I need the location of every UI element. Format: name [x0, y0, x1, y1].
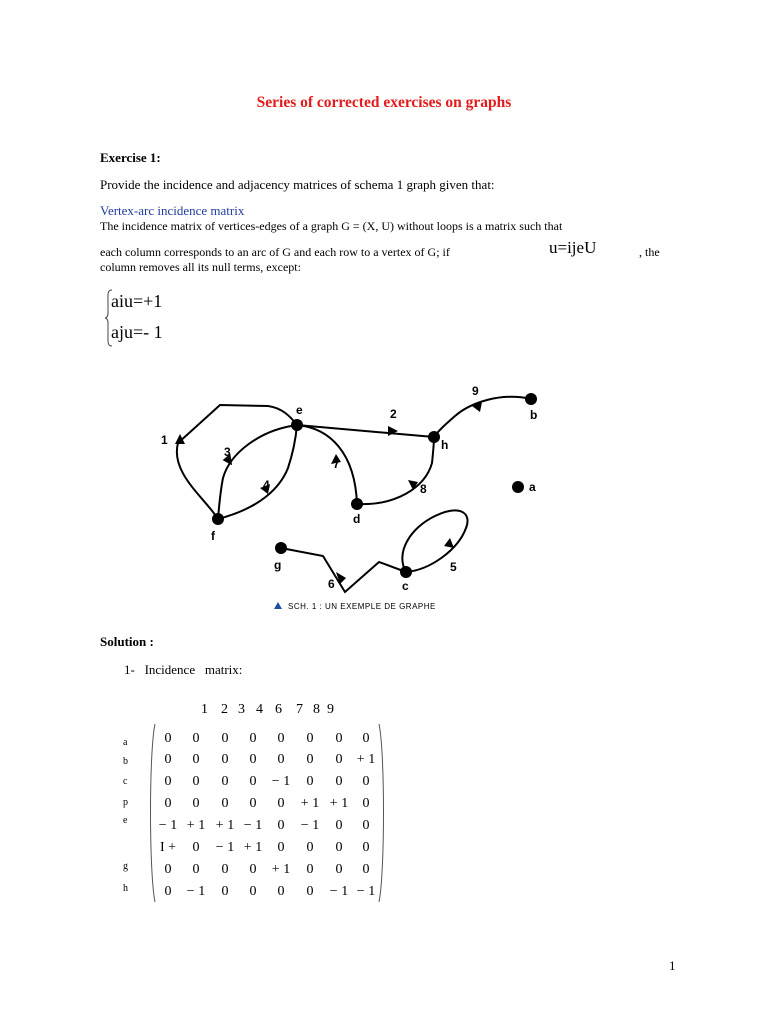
- exercise-prompt: Provide the incidence and adjacency matrices of schema 1 graph given that:: [100, 177, 495, 192]
- matrix-cell: 0: [221, 774, 229, 789]
- matrix-brackets: [146, 722, 388, 904]
- matrix-cell: + 1: [271, 862, 291, 877]
- matrix-cell: + 1: [215, 818, 235, 833]
- matrix-cell: + 1: [300, 796, 320, 811]
- label-edge-4: 4: [263, 478, 270, 492]
- matrix-cell: − 1: [186, 884, 206, 899]
- matrix-cell: 0: [335, 774, 343, 789]
- solution-item: 1- Incidence matrix:: [124, 662, 243, 677]
- edge-7: [297, 425, 357, 504]
- matrix-cell: 0: [249, 884, 257, 899]
- matrix-row-label: h: [123, 883, 128, 894]
- matrix-column-label: 3: [238, 702, 245, 717]
- matrix-cell: + 1: [186, 818, 206, 833]
- matrix-cell: 0: [277, 731, 285, 746]
- matrix-cell: 0: [306, 862, 314, 877]
- matrix-cell: − 1: [215, 840, 235, 855]
- matrix-cell: 0: [362, 796, 370, 811]
- matrix-cell: 0: [306, 752, 314, 767]
- matrix-cell: 0: [221, 884, 229, 899]
- matrix-cell: 0: [249, 752, 257, 767]
- label-c: c: [402, 579, 409, 593]
- edge-9: [434, 397, 531, 437]
- definition-line-1: The incidence matrix of vertices-edges of a graph G = (X, U) without loops is a matrix such that: [100, 219, 563, 233]
- matrix-row-label: b: [123, 756, 128, 767]
- matrix-cell: 0: [277, 752, 285, 767]
- matrix-cell: 0: [277, 818, 285, 833]
- vertex-a: [512, 481, 524, 493]
- matrix-cell: 0: [306, 884, 314, 899]
- matrix-column-label: 7: [296, 702, 303, 717]
- graph-figure: [150, 378, 550, 618]
- solution-heading: Solution :: [100, 634, 154, 649]
- matrix-cell: − 1: [243, 818, 263, 833]
- matrix-cell: 0: [362, 818, 370, 833]
- label-b: b: [530, 408, 538, 422]
- matrix-cell: 0: [335, 731, 343, 746]
- matrix-cell: 0: [249, 731, 257, 746]
- label-edge-1: 1: [161, 433, 168, 447]
- matrix-cell: 0: [164, 752, 172, 767]
- matrix-cell: + 1: [243, 840, 263, 855]
- page-title: Series of corrected exercises on graphs: [256, 94, 512, 111]
- matrix-cell: − 1: [158, 818, 178, 833]
- matrix-cell: 0: [192, 796, 200, 811]
- matrix-column-label: 2: [221, 702, 228, 717]
- matrix-cell: − 1: [271, 774, 291, 789]
- vertex-g: [275, 542, 287, 554]
- matrix-cell: − 1: [329, 884, 349, 899]
- matrix-cell: 0: [277, 884, 285, 899]
- matrix-cell: 0: [306, 840, 314, 855]
- matrix-row-label: g: [123, 861, 128, 872]
- matrix-cell: 0: [277, 840, 285, 855]
- definition-line-2: each column corresponds to an arc of G and each row to a vertex of G; if: [100, 245, 450, 259]
- vertex-b: [525, 393, 537, 405]
- label-h: h: [441, 438, 449, 452]
- matrix-cell: 0: [249, 774, 257, 789]
- case-1: aiu=+1: [111, 291, 163, 311]
- matrix-cell: 0: [362, 774, 370, 789]
- vertex-c: [400, 566, 412, 578]
- matrix-column-label: 4: [256, 702, 263, 717]
- matrix-cell: 0: [249, 862, 257, 877]
- matrix-cell: 0: [192, 774, 200, 789]
- label-edge-8: 8: [420, 482, 427, 496]
- matrix-column-label: 8: [313, 702, 320, 717]
- matrix-cell: 0: [335, 752, 343, 767]
- arrow-5: [444, 538, 454, 548]
- matrix-cell: 0: [362, 840, 370, 855]
- matrix-cell: 0: [362, 862, 370, 877]
- vertex-h: [428, 431, 440, 443]
- label-f: f: [211, 529, 215, 543]
- vertex-d: [351, 498, 363, 510]
- matrix-cell: 0: [306, 731, 314, 746]
- matrix-cell: 0: [164, 884, 172, 899]
- matrix-cell: 0: [335, 840, 343, 855]
- matrix-cell: − 1: [356, 884, 376, 899]
- label-e: e: [296, 403, 303, 417]
- matrix-cell: 0: [164, 862, 172, 877]
- matrix-row-label: c: [123, 776, 128, 787]
- label-edge-5: 5: [450, 560, 457, 574]
- matrix-cell: + 1: [356, 752, 376, 767]
- edge-5: [402, 510, 467, 572]
- matrix-cell: 0: [192, 752, 200, 767]
- label-edge-9: 9: [472, 384, 479, 398]
- section-title: Vertex-arc incidence matrix: [100, 203, 245, 218]
- matrix-row-label: p: [123, 797, 128, 808]
- matrix-cell: 0: [192, 862, 200, 877]
- label-edge-6: 6: [328, 577, 335, 591]
- matrix-cell: 0: [277, 796, 285, 811]
- edge-1: [177, 405, 297, 519]
- page-number: 1: [669, 958, 676, 973]
- matrix-cell: I +: [159, 840, 177, 855]
- matrix-cell: 0: [221, 752, 229, 767]
- matrix-cell: 0: [221, 862, 229, 877]
- label-a: a: [529, 480, 536, 494]
- matrix-cell: + 1: [329, 796, 349, 811]
- inline-formula: u=ijeU: [549, 238, 597, 257]
- edge-6: [281, 548, 406, 592]
- exercise-heading: Exercise 1:: [100, 150, 161, 165]
- matrix-cell: 0: [192, 840, 200, 855]
- label-d: d: [353, 512, 361, 526]
- matrix-column-label: 1: [201, 702, 208, 717]
- matrix-cell: 0: [221, 796, 229, 811]
- label-edge-2: 2: [390, 407, 397, 421]
- caption-triangle-icon: [274, 602, 282, 609]
- definition-line-2-end: , the: [639, 245, 660, 259]
- case-2: aju=- 1: [111, 322, 163, 342]
- matrix-cell: 0: [306, 774, 314, 789]
- figure-caption: SCH. 1 : UN EXEMPLE DE GRAPHE: [288, 602, 436, 611]
- matrix-row-label: e: [123, 815, 128, 826]
- vertex-f: [212, 513, 224, 525]
- vertex-e: [291, 419, 303, 431]
- matrix-column-label: 6: [275, 702, 282, 717]
- matrix-cell: 0: [221, 731, 229, 746]
- matrix-cell: 0: [249, 796, 257, 811]
- matrix-cell: 0: [164, 731, 172, 746]
- matrix-cell: 0: [362, 731, 370, 746]
- matrix-column-label: 9: [327, 702, 334, 717]
- matrix-cell: 0: [164, 774, 172, 789]
- definition-line-3: column removes all its null terms, except:: [100, 260, 301, 274]
- arrow-8: [408, 480, 418, 490]
- matrix-cell: 0: [192, 731, 200, 746]
- label-edge-3: 3: [224, 445, 231, 459]
- matrix-cell: 0: [335, 862, 343, 877]
- matrix-row-label: a: [123, 737, 128, 748]
- label-edge-7: 7: [333, 457, 340, 471]
- matrix-cell: 0: [335, 818, 343, 833]
- matrix-cell: 0: [164, 796, 172, 811]
- matrix-cell: − 1: [300, 818, 320, 833]
- label-g: g: [274, 558, 282, 572]
